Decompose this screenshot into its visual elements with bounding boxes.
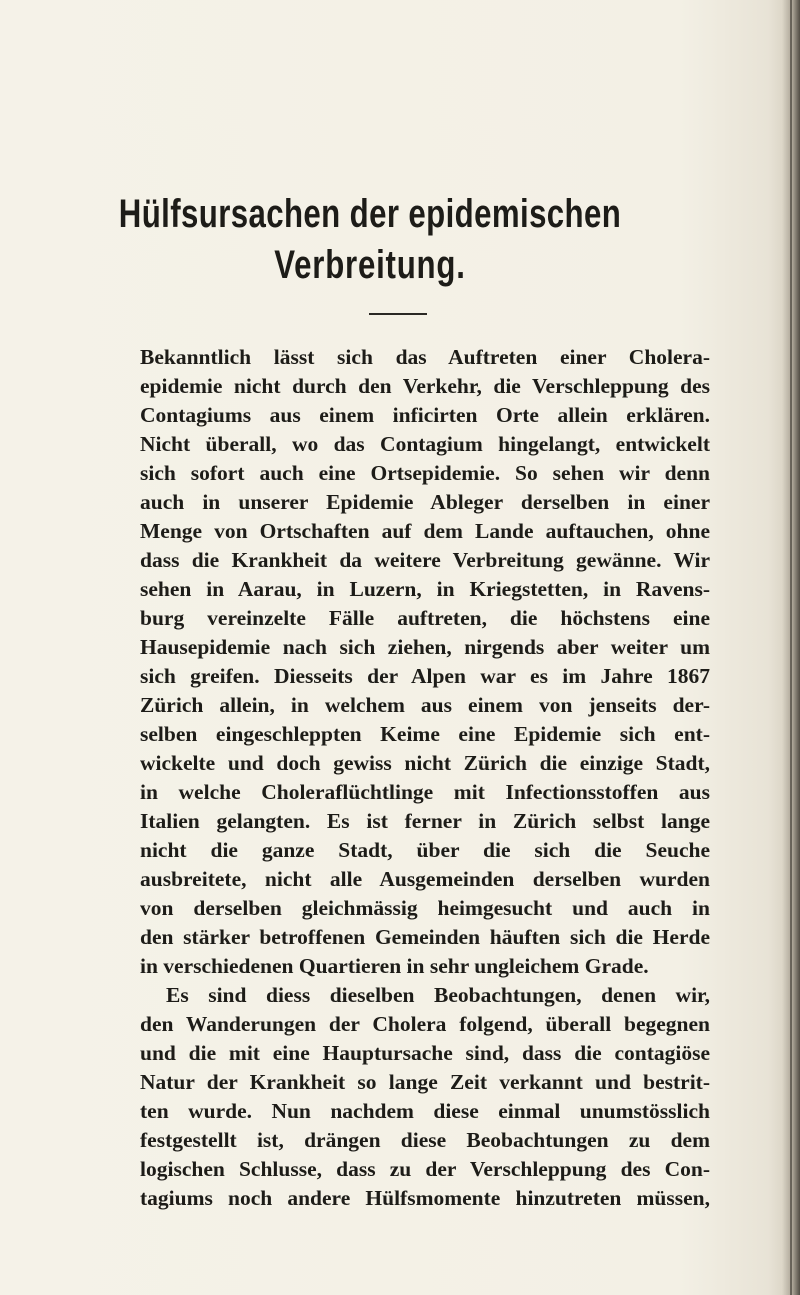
page-binding-edge [790, 0, 792, 1295]
text-line: tagiums noch andere Hülfsmomente hinzutreten müssen, [140, 1186, 710, 1210]
text-line: Hausepidemie nach sich ziehen, nirgends aber weiter um [140, 635, 710, 659]
text-line: Bekanntlich lässt sich das Auftreten einer Cholera- [140, 345, 710, 369]
text-line: selben eingeschleppten Keime eine Epidemie sich ent- [140, 722, 710, 746]
text-line: Italien gelangten. Es ist ferner in Zürich selbst lange [140, 809, 710, 833]
body-text [140, 343, 710, 1213]
text-line: ten wurde. Nun nachdem diese einmal unumstösslich [140, 1099, 710, 1123]
chapter-title-line-2: Verbreitung. [274, 243, 466, 287]
text-line: Es sind diess dieselben Beobachtungen, denen wir, [166, 983, 710, 1007]
text-line: den stärker betroffenen Gemeinden häuften sich die Herde [140, 925, 710, 949]
text-line: sehen in Aarau, in Luzern, in Kriegstetten, in Ravens- [140, 577, 710, 601]
text-line: Menge von Ortschaften auf dem Lande auftauchen, ohne [140, 519, 710, 543]
text-line: sich sofort auch eine Ortsepidemie. So sehen wir denn [140, 461, 710, 485]
text-line: und die mit eine Hauptursache sind, dass die contagiöse [140, 1041, 710, 1065]
text-line: epidemie nicht durch den Verkehr, die Verschleppung des [140, 374, 710, 398]
text-line: festgestellt ist, drängen diese Beobachtungen zu dem [140, 1128, 710, 1152]
text-line: ausbreitete, nicht alle Ausgemeinden derselben wurden [140, 867, 710, 891]
text-line: Natur der Krankheit so lange Zeit verkannt und bestrit- [140, 1070, 710, 1094]
title-divider [369, 313, 427, 315]
text-line: wickelte und doch gewiss nicht Zürich die einzige Stadt, [140, 751, 710, 775]
text-line: sich greifen. Diesseits der Alpen war es im Jahre 1867 [140, 664, 710, 688]
text-line: Contagiums aus einem inficirten Orte allein erklären. [140, 403, 710, 427]
chapter-title-line-1: Hülfsursachen der epidemischen [118, 192, 622, 236]
text-line: von derselben gleichmässig heimgesucht und auch in [140, 896, 710, 920]
text-line: in welche Choleraflüchtlinge mit Infectionsstoffen aus [140, 780, 710, 804]
text-line: Zürich allein, in welchem aus einem von jenseits der- [140, 693, 710, 717]
text-line: den Wanderungen der Cholera folgend, überall begegnen [140, 1012, 710, 1036]
text-line: nicht die ganze Stadt, über die sich die Seuche [140, 838, 710, 862]
text-line: logischen Schlusse, dass zu der Verschleppung des Con- [140, 1157, 710, 1181]
text-line: auch in unserer Epidemie Ableger derselben in einer [140, 490, 710, 514]
text-line: in verschiedenen Quartieren in sehr ungleichem Grade. [140, 954, 649, 978]
text-line: burg vereinzelte Fälle auftreten, die höchstens eine [140, 606, 710, 630]
text-line: dass die Krankheit da weitere Verbreitung gewänne. Wir [140, 548, 710, 572]
text-line: Nicht überall, wo das Contagium hingelangt, entwickelt [140, 432, 710, 456]
